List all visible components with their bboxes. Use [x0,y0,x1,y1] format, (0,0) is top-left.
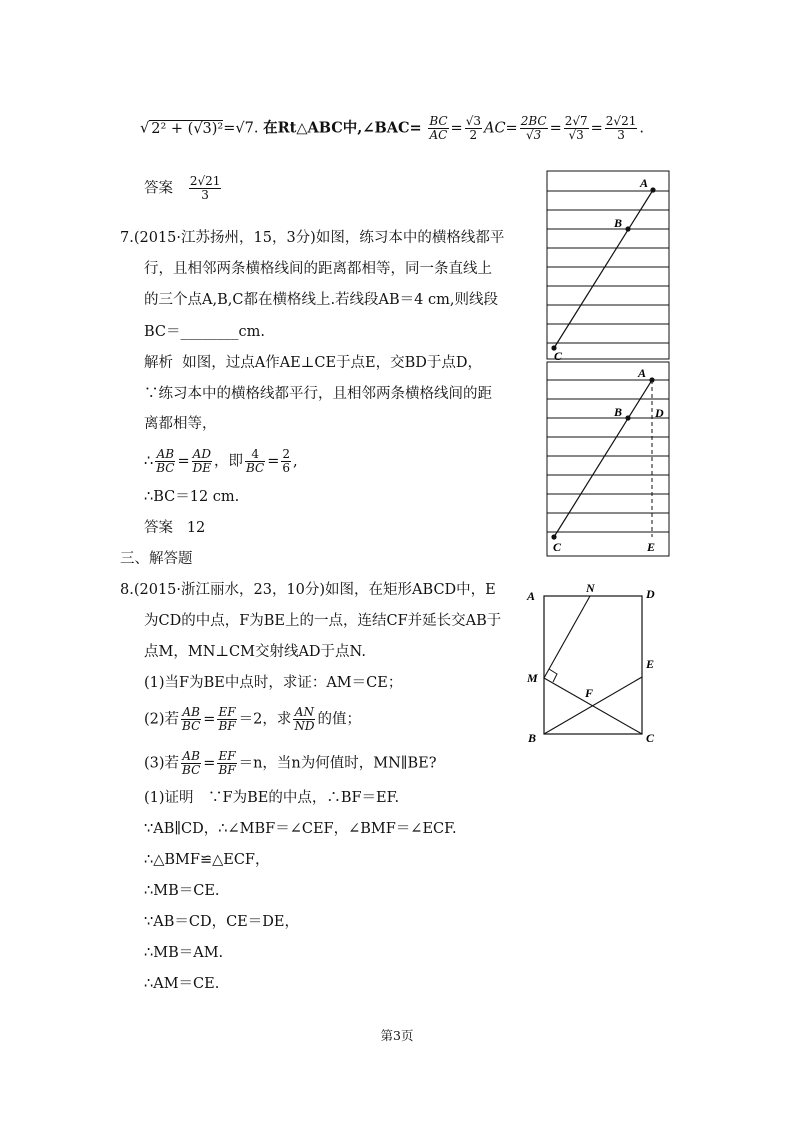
point-a [650,187,655,192]
part2-mid: ＝2，求 [238,711,292,728]
label-n: N [586,581,595,595]
label-a: A [640,176,649,190]
therefore-symbol: ∴ [144,453,154,470]
answer-fraction: $\frac{2√21}{3}$ [189,174,221,202]
q8-proof-2: ∴△BMF≌△ECF， [144,852,270,868]
q7-answer [144,518,205,538]
section-heading: 三、解答题 [120,551,193,567]
fraction-ad-de: $\frac{AD}{DE}$ [192,447,212,475]
q7-line2: 行，且相邻两条横格线间的距离都相等，同一条直线上 [144,261,492,277]
namely-text: ，即 [214,453,244,470]
page-number: 第3页 [380,1028,414,1043]
q8-proof-0: (1)证明 ∵F为BE的中点，∴BF＝EF. [144,790,400,806]
label-c: C [554,349,563,360]
q7-line1: 7.(2015·江苏扬州，15，3分)如图，练习本中的横格线都平 [120,230,505,246]
q8-part3: (3)若 $\frac{AB}{BC}$ = $\frac{EF}{BF}$ ＝n，当n为何值时，MN∥BE? [144,749,437,777]
part3-prefix: (3)若 [144,755,180,772]
q7-line4: BC＝________cm. [144,324,265,340]
q7-solution-2: ∵练习本中的横格线都平行，且相邻两条横格线间的距 [144,386,492,402]
point-b [625,226,630,231]
fraction-sqrt3-2: $\frac{√3}{2}$ [465,114,481,142]
fraction-ab-bc: $\frac{AB}{BC}$ [156,447,175,475]
fraction-ef-bf: $\frac{EF}{BF}$ [218,749,236,777]
segment-mn [544,596,590,678]
label-b: B [614,405,623,419]
fraction-ab-bc: $\frac{AB}{BC}$ [182,749,201,777]
q7-solution-1 [144,353,482,373]
label-e: E [646,657,655,671]
top-formula-line: √ 2² + (√3)²=√7. 在Rt△ABC中,∠BAC= $\frac{BC}{AC}$ = $\frac{√3}{2}$ AC= $\frac{2BC}{√3}$ = $\frac{2√7}{√3}$ = $\frac{2√21}{3}$ . [140,114,644,142]
fraction-2-6: $\frac{2}{6}$ [282,447,291,475]
comma: , [293,453,298,470]
fraction-ab-bc: $\frac{AB}{BC}$ [182,705,201,733]
label-a: A [638,366,647,380]
fraction-ef-bf: $\frac{EF}{BF}$ [218,705,236,733]
part2-prefix: (2)若 [144,711,180,728]
in-triangle-text: 在Rt△ABC中,∠BAC= [263,119,422,137]
q8-proof-6: ∴AM＝CE. [144,976,220,992]
label-a: A [527,589,536,603]
q8-line1: 8.(2015·浙江丽水，23，10分)如图，在矩形ABCD中，E [120,582,496,598]
q8-proof-3: ∴MB＝CE. [144,883,220,899]
solution-label: 解析 [144,355,173,371]
q8-part2: (2)若 $\frac{AB}{BC}$ = $\frac{EF}{BF}$ ＝2，求 $\frac{AN}{ND}$ 的值； [144,705,361,733]
part2-end: 的值； [317,711,361,728]
point-c [551,534,556,539]
equals: = [450,120,463,137]
q8-part1: (1)当F为BE中点时，求证：AM＝CE； [144,675,403,691]
label-f: F [585,686,594,700]
rectangle [544,596,642,734]
q7-solution-3: 离都相等， [144,416,217,432]
q8-proof-1: ∵AB∥CD，∴∠MBF＝∠CEF，∠BMF＝∠ECF. [144,821,457,837]
figure-rectangle-abcd [520,580,670,750]
label-c: C [553,540,562,554]
fraction-bc-ac: $\frac{BC}{AC}$ [429,114,448,142]
label-c: C [646,731,655,745]
fraction-4-bc: $\frac{4}{BC}$ [246,447,265,475]
q8-proof-4: ∵AB＝CD，CE＝DE， [144,914,299,930]
q8-line2: 为CD的中点，F为BE上的一点，连结CF并延长交AB于 [144,613,502,629]
point-a [649,377,654,382]
point-b [625,415,630,420]
label-b: B [614,216,623,230]
eq-sqrt7: =√7. [223,120,259,137]
ac-fragment: AC= [483,120,518,137]
q7-result: ∴BC＝12 cm. [144,489,240,505]
q6-answer [144,175,223,202]
answer-label: 答案 [144,180,173,197]
fraction-an-nd: $\frac{AN}{ND}$ [294,705,315,733]
label-e: E [647,540,656,554]
answer-label: 答案 [144,520,173,536]
solution-text: 如图，过点A作AE⊥CE于点E，交BD于点D， [182,355,483,371]
fraction-2bc-sqrt3: $\frac{2BC}{√3}$ [520,114,547,142]
q7-proportion: ∴ $\frac{AB}{BC}$ = $\frac{AD}{DE}$ ，即 $\frac{4}{BC}$ = $\frac{2}{6}$ , [144,447,298,475]
q8-proof-5: ∴MB＝AM. [144,945,224,961]
label-m: M [527,671,538,685]
label-b: B [528,731,537,745]
sqrt-symbol: √ [140,120,150,137]
fraction-2sqrt21-3: $\frac{2√21}{3}$ [605,114,637,142]
label-d: D [646,587,655,601]
figure-notebook-lines [546,170,670,360]
answer-value: 12 [186,520,206,536]
label-d: D [655,406,664,420]
fraction-2sqrt7-sqrt3: $\frac{2√7}{√3}$ [564,114,588,142]
right-angle-mark [549,669,557,682]
figure-notebook-auxiliary [546,361,670,557]
q8-line3: 点M，MN⊥CM交射线AD于点N. [144,644,366,660]
sqrt-expression: 2² + (√3)² [151,120,224,137]
q7-line3: 的三个点A,B,C都在横格线上.若线段AB＝4 cm,则线段 [144,292,498,308]
period: . [639,120,644,137]
part3-end: ＝n，当n为何值时，MN∥BE? [238,755,437,772]
